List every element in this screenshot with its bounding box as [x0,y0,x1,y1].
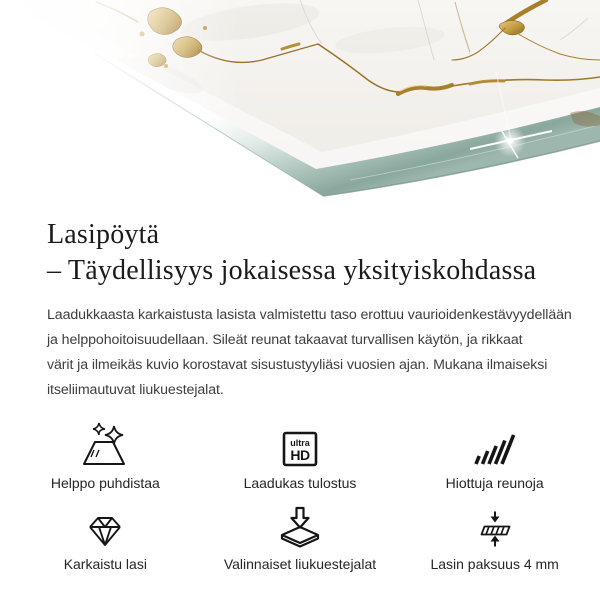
feature-easy-clean [8,422,203,491]
anti-slip-pad-arrow-icon [278,503,322,548]
svg-text:ultra: ultra [290,438,310,448]
feature-glass-thickness [397,503,592,572]
ultra-hd-print-icon [282,422,318,467]
product-photo [0,0,600,200]
description-line: värit ja ilmeikäs kuvio korostavat sisustustyyliäsi vuosien ajan. Mukana ilmaiseksi [47,357,548,373]
page-title [47,217,553,289]
product-description [47,303,572,403]
feature-label: Hiottuja reunoja [445,475,544,491]
sparkling-clean-surface-icon [80,422,130,467]
glass-thickness-arrows-icon [477,503,513,548]
feature-label: Valinnaiset liukuestejalat [223,556,377,572]
feature-label: Karkaistu lasi [63,556,147,572]
description-line: ja helppohoitoisuudellaan. Sileät reunat takaavat turvallisen käytön, ja rikkaat [47,332,523,348]
feature-quality-print [203,422,398,491]
marble-glass-illustration [0,0,600,200]
feature-antislip-feet [203,503,398,572]
polished-edge-stripes-icon [473,422,516,467]
page-title-line-1: Lasipöytä [47,219,160,250]
feature-tempered-glass [8,503,203,572]
feature-grid [8,422,592,584]
feature-label: Laadukas tulostus [243,475,357,491]
description-line: itseliimautuvat liukuestejalat. [47,382,224,398]
svg-text:HD: HD [290,447,310,463]
description-line: Laadukkaasta karkaistusta lasista valmistettu taso erottuu vaurioidenkestävyydellään [47,307,572,323]
content-area [0,217,600,584]
feature-label: Lasin paksuus 4 mm [430,556,559,572]
diamond-tempered-glass-icon [87,503,123,548]
page-title-line-2: – Täydellisyys jokaisessa yksityiskohdassa [47,255,537,286]
feature-label: Helppo puhdistaa [50,475,160,491]
feature-polished-edges [397,422,592,491]
